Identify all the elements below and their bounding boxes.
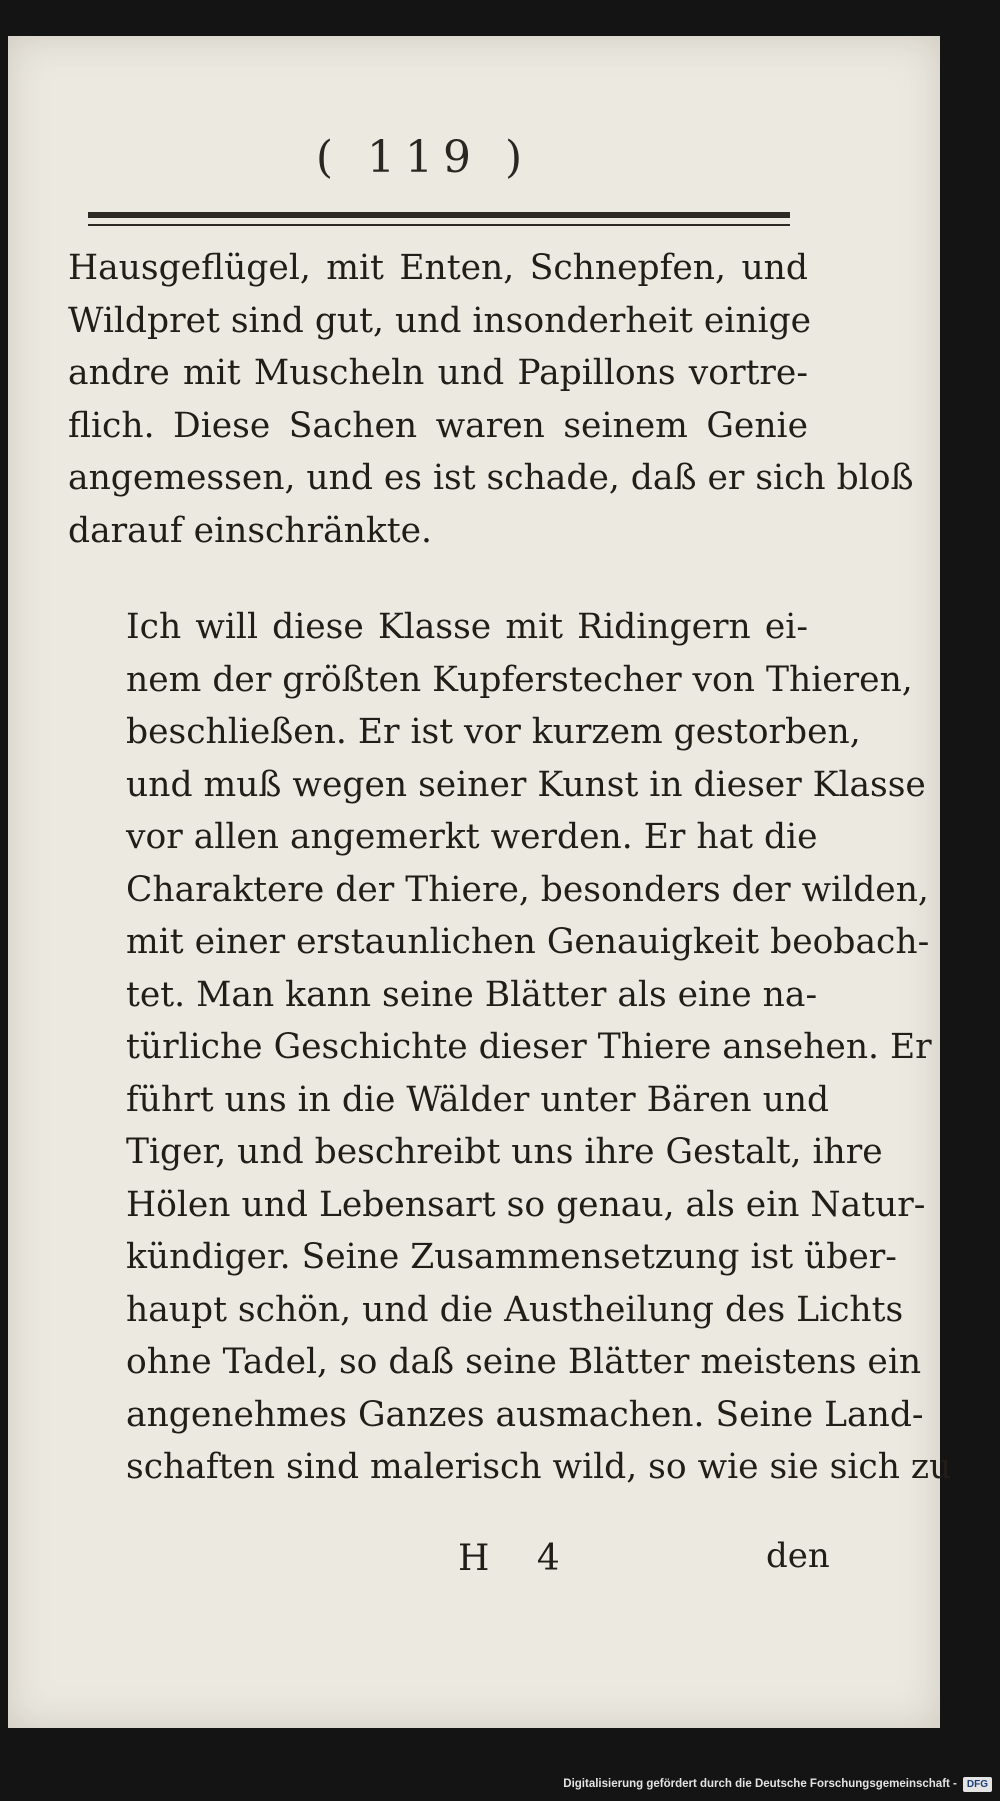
paragraph-2 [68,601,952,1494]
text-line: tet. Man kann seine Blätter als eine na- [126,974,818,1015]
text-line: angenehmes Ganzes ausmachen. Seine Land- [126,1394,924,1435]
text-line: und muß wegen seiner Kunst in dieser Klasse [126,764,926,805]
text-line: angemessen, und es ist schade, daß er sich bloß [68,458,914,498]
text-line: kündiger. Seine Zusammensetzung ist über- [126,1237,897,1277]
header-rule-thin [88,224,790,226]
body-text [68,242,952,1494]
text-line: Hausgeflügel, mit Enten, Schnepfen, und [68,248,808,288]
header-rule-thick [88,212,790,218]
page-number: ( 119 ) [315,132,533,183]
text-line: schaften sind malerisch wild, so wie sie sich zu [126,1447,952,1487]
paragraph-1 [68,242,914,557]
catchword: den [766,1536,830,1576]
text-line: Hölen und Lebensart so genau, als ein Natur- [126,1184,926,1225]
text-line: darauf einschränkte. [68,510,433,551]
text-line: ohne Tadel, so daß seine Blätter meistens ein [126,1342,922,1382]
text-line: Charaktere der Thiere, besonders der wilden, [126,869,929,910]
text-line: haupt schön, und die Austheilung des Lichts [126,1289,904,1330]
text-line: führt uns in die Wälder unter Bären und [126,1079,830,1120]
text-line: Tiger, und beschreibt uns ihre Gestalt, ihre [126,1132,883,1172]
dfg-logo: DFG [963,1777,992,1792]
book-page [8,36,952,1728]
text-line: vor allen angemerkt werden. Er hat die [126,817,818,857]
signature-mark: H 4 [458,1538,578,1579]
text-line: mit einer erstaunlichen Genauigkeit beobach- [126,922,930,962]
text-line: Wildpret sind gut, und insonderheit einige [68,300,812,341]
text-line: nem der größten Kupferstecher von Thieren, [126,659,913,700]
digitization-credit [563,1773,992,1795]
text-line: Ich will diese Klasse mit Ridingern ei- [126,607,808,647]
text-line: flich. Diese Sachen waren seinem Genie [68,405,808,446]
text-line: beschließen. Er ist vor kurzem gestorben, [126,712,861,752]
text-line: türliche Geschichte dieser Thiere ansehen. Er [126,1027,932,1067]
credit-text: Digitalisierung gefördert durch die Deutsche Forschungsgemeinschaft - [563,1778,957,1790]
text-line: andre mit Muscheln und Papillons vortre- [68,353,808,393]
